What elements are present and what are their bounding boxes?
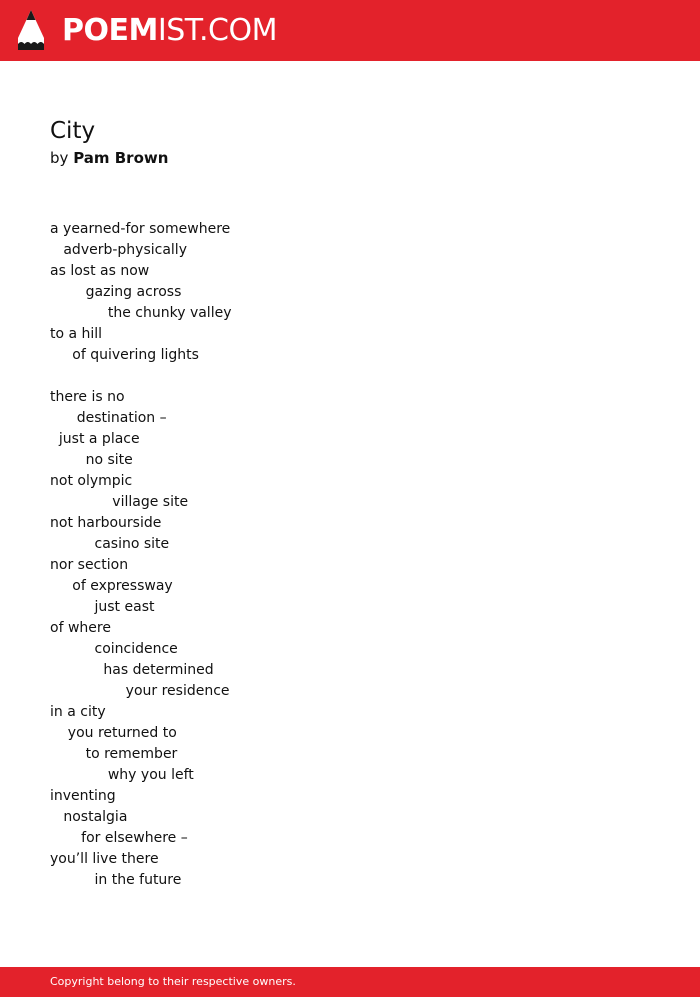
poem-line: you returned to xyxy=(50,725,177,741)
poem-body xyxy=(50,219,231,891)
poem-line: to a hill xyxy=(50,326,103,342)
poem-line: destination – xyxy=(50,410,167,426)
poem-line: of where xyxy=(50,620,111,636)
byline-prefix: by xyxy=(50,149,69,167)
footer-copyright: Copyright belong to their respective owners. xyxy=(50,975,296,988)
poem-line: not harbourside xyxy=(50,515,162,531)
site-footer xyxy=(0,967,700,997)
poem-line: for elsewhere – xyxy=(50,830,188,846)
poem-line: no site xyxy=(50,452,133,468)
poem-line: a yearned-for somewhere xyxy=(50,221,231,237)
poem-line: in the future xyxy=(50,872,182,888)
poem-line: the chunky valley xyxy=(50,305,232,321)
poem-heading xyxy=(50,116,650,170)
stanza-break xyxy=(50,366,231,387)
poem-line: adverb-physically xyxy=(50,242,187,258)
poem-line: there is no xyxy=(50,389,125,405)
poem-line: why you left xyxy=(50,767,194,783)
site-logo[interactable] xyxy=(62,11,277,51)
site-header xyxy=(0,0,700,61)
poem-title: City xyxy=(50,118,96,144)
poem-line: of expressway xyxy=(50,578,173,594)
poem-line: your residence xyxy=(50,683,230,699)
poem-author: Pam Brown xyxy=(73,149,169,167)
logo-bold-text: POEM xyxy=(62,13,158,48)
poem-line: nor section xyxy=(50,557,129,573)
poem-line: just east xyxy=(50,599,155,615)
poem-line: coincidence xyxy=(50,641,178,657)
poem-line: you’ll live there xyxy=(50,851,159,867)
poem-line: as lost as now xyxy=(50,263,150,279)
poem-line: to remember xyxy=(50,746,178,762)
poem-line: gazing across xyxy=(50,284,182,300)
poem-line: in a city xyxy=(50,704,106,720)
poem-line: not olympic xyxy=(50,473,133,489)
pencil-tip-icon[interactable] xyxy=(18,10,44,50)
poem-line: casino site xyxy=(50,536,170,552)
poem-line: village site xyxy=(50,494,189,510)
poem-line: inventing xyxy=(50,788,116,804)
poem-byline xyxy=(50,146,650,170)
poem-line: of quivering lights xyxy=(50,347,199,363)
poem-line: just a place xyxy=(50,431,140,447)
logo-light-text: IST.COM xyxy=(157,13,277,48)
poem-line: nostalgia xyxy=(50,809,128,825)
poem-line: has determined xyxy=(50,662,214,678)
